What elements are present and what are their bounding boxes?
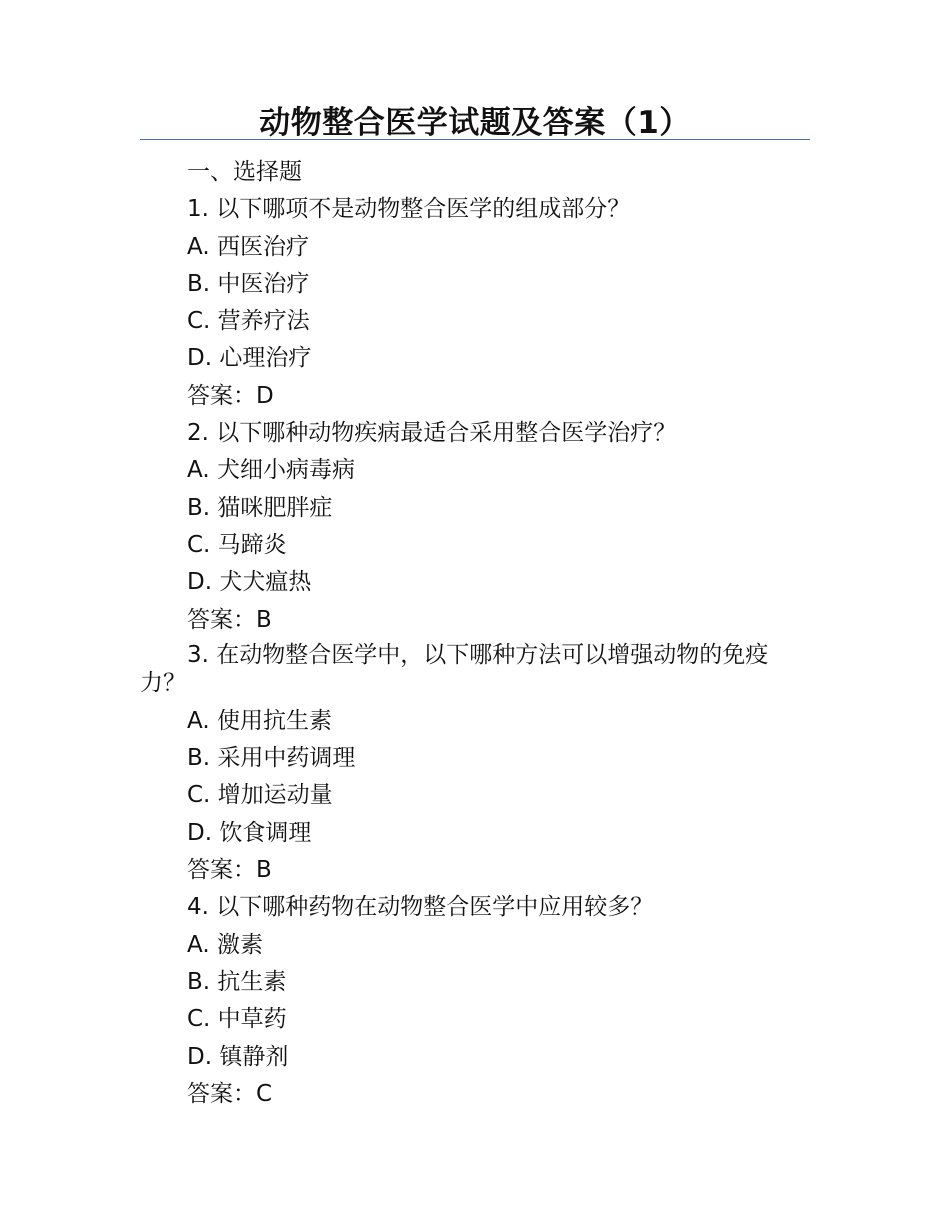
answer: 答案：B: [187, 606, 272, 633]
option-b: B. 采用中药调理: [187, 745, 356, 772]
option-c: C. 马蹄炎: [187, 531, 287, 558]
option-b: B. 猫咪肥胖症: [187, 494, 333, 521]
document-title: 动物整合医学试题及答案（1）: [259, 105, 691, 141]
question-stem: 1. 以下哪项不是动物整合医学的组成部分？: [187, 196, 631, 223]
question-4: [140, 889, 812, 1113]
option-b: B. 中医治疗: [187, 270, 310, 297]
option-a: A. 犬细小病毒病: [187, 457, 355, 484]
option-a: A. 西医治疗: [187, 233, 309, 260]
question-stem: 2. 以下哪种动物疾病最适合采用整合医学治疗？: [187, 420, 677, 447]
question-2: [140, 415, 812, 639]
title-underline: [140, 139, 810, 140]
option-d: D. 心理治疗: [187, 345, 312, 372]
document-body: [140, 154, 812, 1113]
option-a: A. 激素: [187, 931, 263, 958]
question-1: [140, 191, 812, 415]
option-d: D. 饮食调理: [187, 819, 312, 846]
option-c: C. 增加运动量: [187, 782, 333, 809]
option-c: C. 营养疗法: [187, 308, 310, 335]
option-d: D. 镇静剂: [187, 1043, 289, 1070]
option-d: D. 犬犬瘟热: [187, 569, 312, 596]
question-3: [140, 641, 812, 889]
section-heading: 一、选择题: [187, 159, 302, 185]
option-b: B. 抗生素: [187, 968, 287, 995]
answer: 答案：C: [187, 1080, 273, 1107]
question-stem: 3. 在动物整合医学中，以下哪种方法可以增强动物的免疫力？: [140, 641, 769, 696]
option-c: C. 中草药: [187, 1006, 287, 1033]
answer: 答案：D: [187, 382, 274, 409]
answer: 答案：B: [187, 857, 272, 884]
option-a: A. 使用抗生素: [187, 707, 332, 734]
question-stem: 4. 以下哪种药物在动物整合医学中应用较多？: [187, 894, 654, 921]
